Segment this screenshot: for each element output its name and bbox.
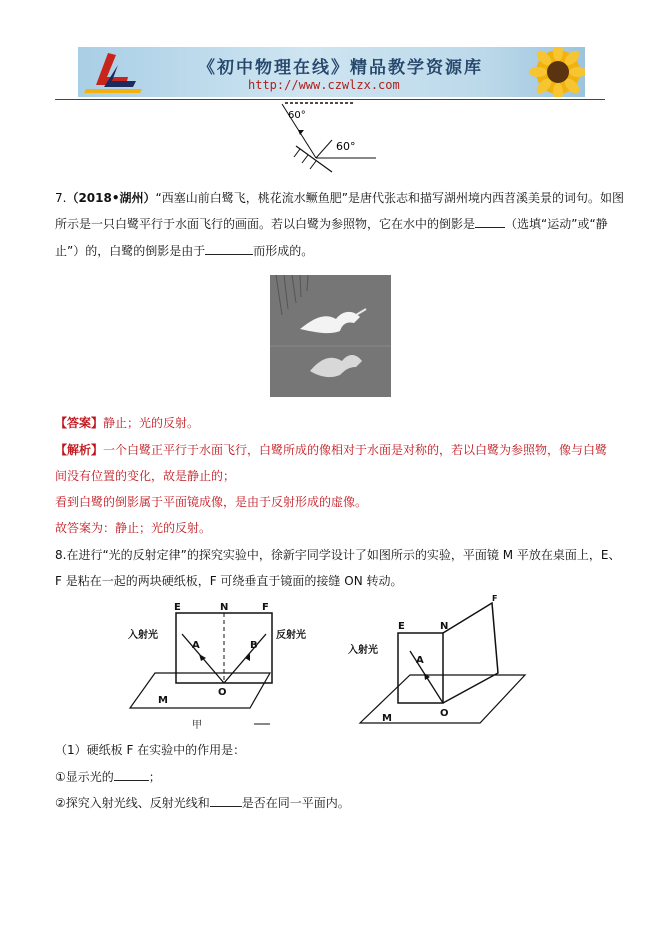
label-n-left: N (220, 602, 229, 613)
logo-icon (78, 47, 148, 97)
experiment-figure-left (120, 600, 320, 735)
label-m-right: M (382, 713, 392, 724)
q8-blank-2[interactable] (210, 793, 242, 807)
label-incident-left: 入射光 (128, 630, 158, 641)
label-o-right: O (440, 708, 449, 719)
q7-line-3: 止”）的，白鹭的倒影是由于 而形成的。 (55, 241, 313, 261)
q7-blank-1[interactable] (475, 214, 505, 228)
label-reflected-left: 反射光 (276, 630, 306, 641)
q8-sub-1: （1）硬纸板 F 在实验中的作用是： (55, 743, 246, 757)
angle-label-right: 60° (336, 140, 356, 153)
label-a-left: A (192, 640, 200, 651)
egret-photo (270, 275, 391, 397)
label-e-right: E (398, 621, 405, 632)
q7-line-1: 7.（2018•湖州）“西塞山前白鹭飞，桃花流水鳜鱼肥”是唐代张志和描写湖州境内西苕溪美景的词句。如图 (55, 191, 624, 205)
label-n-right: N (440, 621, 449, 632)
egret-image (270, 275, 391, 397)
sunflower-icon (518, 47, 585, 97)
label-a-right: A (416, 655, 424, 666)
label-b-left: B (250, 640, 258, 651)
analysis-line-3: 看到白鹭的倒影属于平面镜成像，是由于反射形成的虚像。 (55, 495, 368, 509)
q8-item-2: ②探究入射光线、反射光线和 是否在同一平面内。 (55, 793, 350, 813)
analysis-line-4: 故答案为：静止；光的反射。 (55, 521, 212, 535)
answer-line: 【答案】静止；光的反射。 (55, 416, 200, 430)
label-f-left: F (262, 602, 269, 613)
q8-item-1: ①显示光的 ； (55, 767, 161, 787)
header-banner (78, 47, 585, 97)
analysis-line-1: 【解析】一个白鹭正平行于水面飞行，白鹭所成的像相对于水面是对称的，若以白鹭为参照物，像与白鹭 (55, 443, 608, 457)
label-incident-right: 入射光 (348, 645, 378, 656)
analysis-line-2: 间没有位置的变化，故是静止的； (55, 469, 236, 483)
q7-line-2: 所示是一只白鹭平行于水面飞行的画面。若以白鹭为参照物，它在水中的倒影是 （选填“运动”或“静 (55, 214, 608, 234)
label-f-right: F (492, 595, 498, 603)
banner-title: 《初中物理在线》精品教学资源库 (198, 58, 483, 78)
q8-line-1: 8.在进行“光的反射定律”的探究实验中，徐新宇同学设计了如图所示的实验，平面镜 M 平放在桌面上，E、 (55, 548, 621, 562)
label-e-left: E (174, 602, 181, 613)
angle-label-top: 60° (288, 110, 306, 121)
caption-jia: 甲 (192, 720, 202, 731)
experiment-figure-right (340, 595, 530, 735)
banner-url[interactable]: http://www.czwlzx.com (248, 78, 400, 92)
label-o-left: O (218, 687, 227, 698)
reflection-figure (270, 100, 380, 175)
q8-blank-1[interactable] (114, 767, 149, 781)
q8-line-2: F 是粘在一起的两块硬纸板，F 可绕垂直于镜面的接缝 ON 转动。 (55, 574, 403, 588)
label-m-left: M (158, 695, 168, 706)
q7-blank-2[interactable] (205, 241, 253, 255)
